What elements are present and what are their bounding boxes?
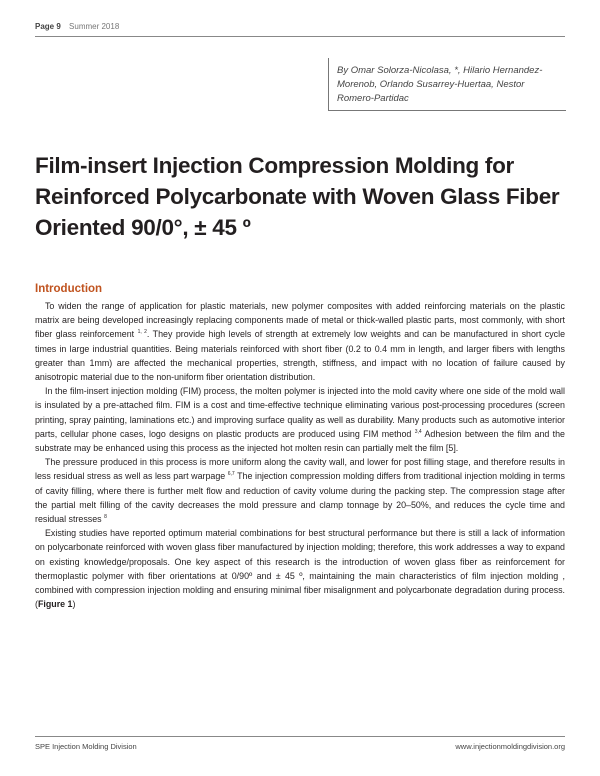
citation: 6,7: [227, 471, 235, 478]
paragraph-2: In the film-insert injection molding (FIM) process, the molten polymer is injected into the mold cavity where one side of the mold wall is insulated by a pre-attached film. FIM is a cost and time-effective technique eliminating various post-processing procedures (screen printing, spray painting, laminations etc.) and improving surface quality as well as durability. Many products such as automotive interior parts, cellular phone cases, logo designs on plastic products are produced using FIM method $^{3,4}$ Adhesion between the film and the substrate may be enhanced using this process as the injected hot molten resin can partially melt the film [5].: [35, 386, 565, 454]
citation: 3,4: [414, 428, 422, 435]
paragraph-1: To widen the range of application for plastic materials, new polymer composites with added reinforcing materials on the plastic matrix are being developed increasingly replacing components made of metal or thick-walled plastic parts, most commonly, with short fiber glass reinforcement $^{1, 2}$. They provide high levels of strength at extremely low weights and can be manufactured in short cycle times in large industrial quantities. Being materials reinforced with short fiber (0.2 to 0.4 mm in length, and larger fibers with lengths greater than 1mm) are affected the mechanical properties, strength, stiffness, and impact with no location of failure caused by anisotropic material due to the non-uniform fiber orientation distribution.: [35, 301, 565, 383]
authors: By Omar Solorza-Nicolasa, *, Hilario Hernandez-Morenob, Orlando Susarrey-Huertaa, Nestor Romero-Partidac: [337, 65, 543, 104]
footer-division: SPE Injection Molding Division: [35, 742, 137, 751]
figure-reference[interactable]: Figure 1: [37, 599, 73, 610]
article-title: [35, 150, 570, 243]
section-heading: Introduction: [35, 283, 103, 295]
page-header: [35, 22, 119, 31]
paragraph-4: Existing studies have reported optimum material combinations for best structural performance but there is still a lack of information on polycarbonate reinforced with woven glass fiber manufactured by injection molding; therefore, this work addresses a way to expand on existing knowledge/proposals. One key aspect of this research is the introduction of woven glass fiber as reinforcement for thermoplastic polymer with fiber orientations at 0/90º and ± 45 º, maintaining the main characteristics of film injection molding , combined with compression injection molding and ensuring minimal fiber misalignment and polycarbonate degradation during process. (Figure 1): [35, 528, 565, 610]
author-box: [328, 58, 566, 111]
header-rule: [35, 36, 565, 37]
page-number: Page 9: [35, 22, 61, 31]
footer-rule: [35, 736, 565, 737]
title-line-1: Film-insert Injection Compression Molding for: [35, 153, 515, 178]
issue-season: Summer 2018: [69, 22, 120, 31]
footer-url[interactable]: www.injectionmoldingdivision.org: [455, 742, 565, 751]
citation: 1, 2: [137, 329, 147, 336]
paragraph-3: The pressure produced in this process is more uniform along the cavity wall, and lower for post filling stage, and therefore results in less residual stress as well as less part warpage $^{6,7}$ The injection compression molding differs from traditional injection molding in terms of cavity filling, where there is further melt flow and reduction of cavity volume during the packing step. The compression stage after the partial melt filling of the cavity decreases the mold pressure and clamp tonnage by 20–50%, and reduces the cycle time and residual stresses $^8$: [35, 457, 565, 525]
title-line-3: Oriented 90/0°, ± 45 º: [35, 215, 251, 240]
title-line-2: Reinforced Polycarbonate with Woven Glass Fiber: [35, 184, 560, 209]
article-body: [35, 299, 565, 611]
citation: 8: [104, 514, 107, 521]
